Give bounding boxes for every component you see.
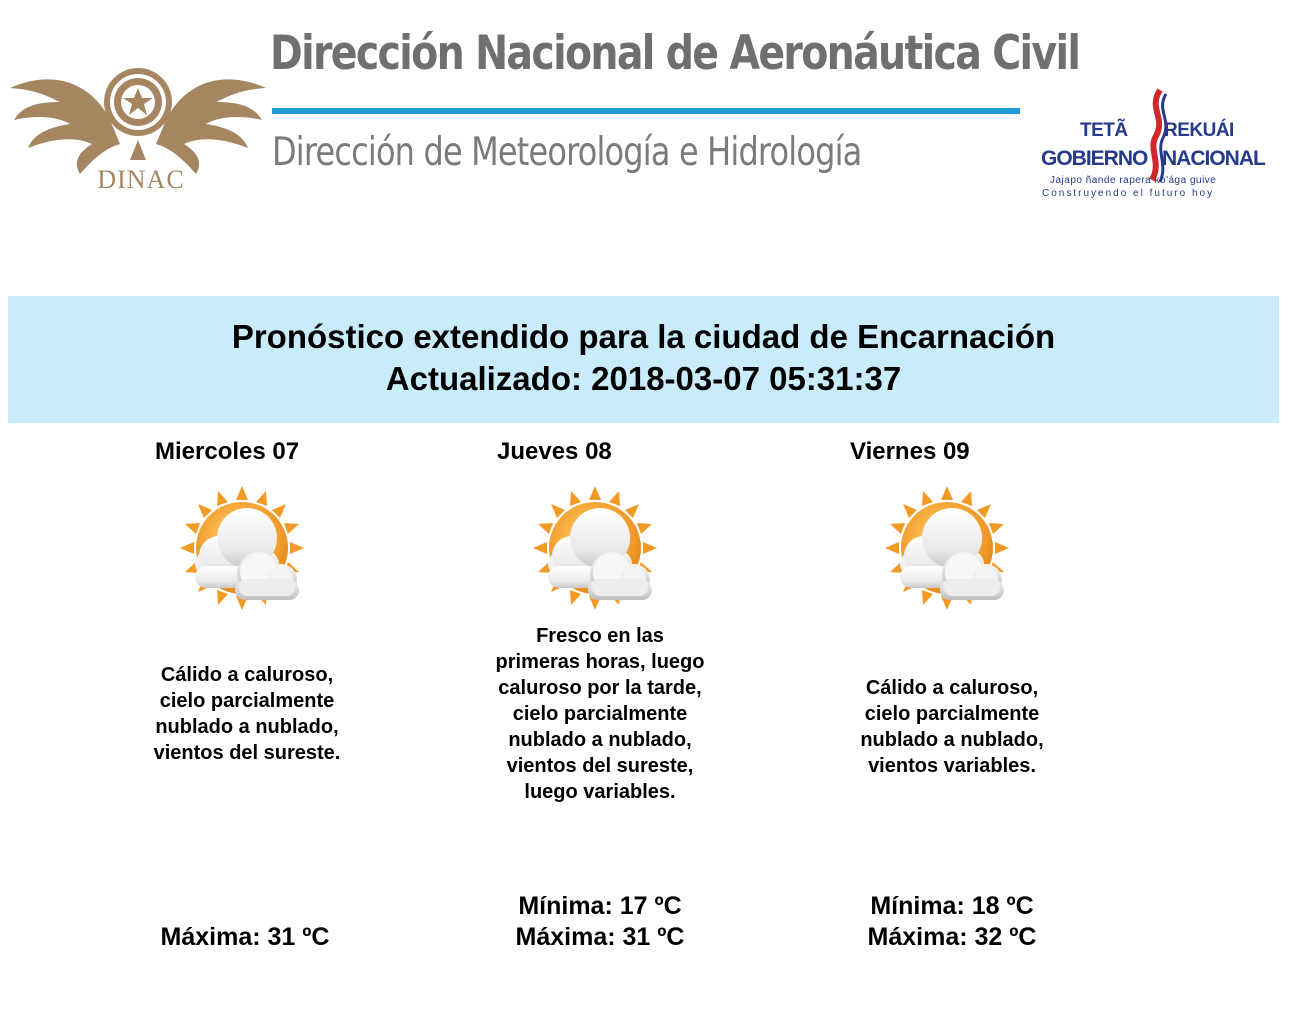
forecast-banner [8, 296, 1279, 423]
day-description: Cálido a caluroso, cielo parcialmente nublado a nublado, vientos del sureste. [153, 664, 341, 764]
gov-logo-line2-left: GOBIERNO [1041, 147, 1148, 170]
gobierno-nacional-logo [1038, 88, 1268, 208]
min-temperature: Mínima: 17 ºC [518, 892, 682, 920]
header-divider [272, 108, 1020, 114]
max-temperature: Máxima: 31 ºC [515, 923, 685, 951]
org-title: Dirección Nacional de Aeronáutica Civil [270, 26, 1080, 81]
forecast-day-3 [837, 430, 1067, 990]
day-name: Viernes 09 [850, 438, 970, 465]
forecast-day-2 [485, 430, 715, 990]
partly-cloudy-icon [530, 486, 665, 616]
gov-logo-line1-left: TETÃ [1080, 120, 1128, 141]
min-temperature: Mínima: 18 ºC [870, 892, 1034, 920]
max-temperature: Máxima: 31 ºC [160, 923, 330, 951]
gov-logo-slogan-spanish: Construyendo el futuro hoy [1042, 188, 1215, 199]
org-subtitle: Dirección de Meteorología e Hidrología [272, 130, 862, 175]
max-temperature: Máxima: 32 ºC [867, 923, 1037, 951]
day-description: Cálido a caluroso, cielo parcialmente nublado a nublado, vientos variables. [860, 677, 1044, 777]
forecast-title: Pronóstico extendido para la ciudad de Encarnación [231, 318, 1056, 355]
forecast-updated: Actualizado: 2018-03-07 05:31:37 [385, 360, 902, 397]
page-header [0, 0, 1299, 260]
day-name: Jueves 08 [497, 438, 612, 465]
day-name: Miercoles 07 [155, 438, 300, 465]
day-description: Fresco en las primeras horas, luego caluroso por la tarde, cielo parcialmente nublado a nublado, vientos del sureste, luego variables. [495, 625, 705, 803]
gov-logo-line1-right: REKUÁI [1164, 120, 1234, 141]
partly-cloudy-icon [882, 486, 1017, 616]
gov-logo-line2-right: NACIONAL [1162, 147, 1265, 170]
forecast-day-1 [132, 430, 362, 990]
partly-cloudy-icon [177, 486, 312, 616]
dinac-logo-text: DINAC [97, 165, 185, 194]
gov-logo-slogan-guarani: Jajapo ñande rapera ko'ága guive [1050, 175, 1217, 186]
